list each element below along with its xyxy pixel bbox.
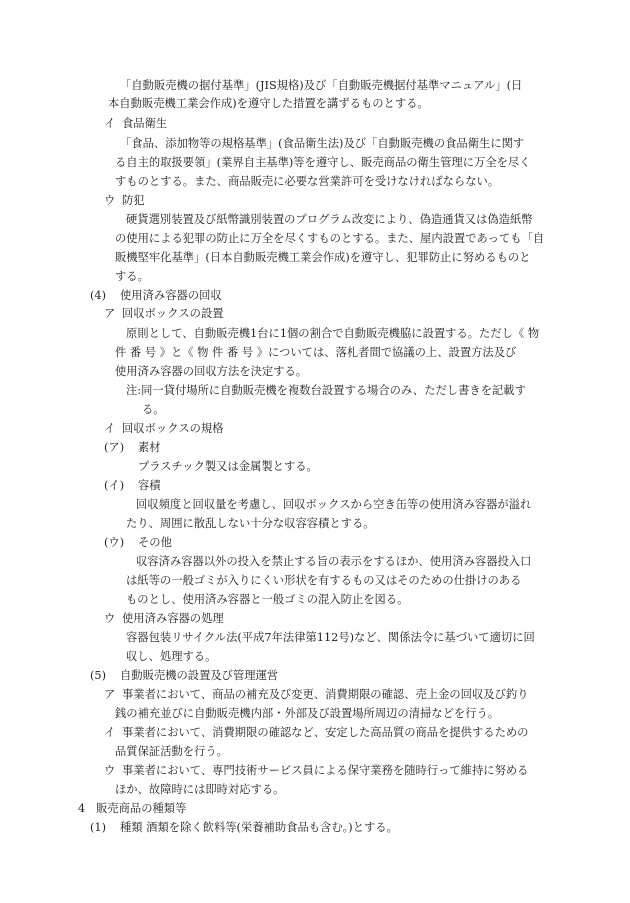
subitem-marker: (ウ) (104, 536, 125, 549)
text-line: たり、周囲に散乱しない十分な収容容積とする。 (126, 517, 375, 530)
item-heading: 使用済み容器の処理 (122, 612, 224, 625)
note-line: 注:同一貸付場所に自動販売機を複数台設置する場合のみ、ただし書きを記載す (126, 384, 526, 397)
text-line: 本自動販売機工業会作成)を遵守した措置を講ずるものとする。 (108, 97, 429, 110)
chapter-heading: 販売商品の種類等 (96, 802, 187, 815)
text-line: 銭の補充並びに自動販売機内部・外部及び設置場所周辺の清掃などを行う。 (115, 707, 500, 720)
item-marker: ウ (104, 612, 116, 625)
item-marker: ウ (104, 194, 116, 207)
subitem-marker: (ア) (104, 441, 125, 454)
section-marker: (4) (90, 289, 107, 302)
item-heading: 防犯 (122, 194, 145, 207)
text-line: 件 番 号 》と《 物 件 番 号 》については、落札者間で協議の上、設置方法及び (115, 346, 517, 359)
subitem-heading: その他 (138, 536, 172, 549)
note-line: る。 (142, 403, 165, 416)
item-heading: 食品衛生 (122, 117, 168, 130)
text-line: する。 (115, 270, 149, 283)
item-heading: 回収ボックスの設置 (122, 307, 224, 320)
text-line: は紙等の一般ゴミが入りにくい形状を有するもの又はそのための仕掛けのある (126, 574, 522, 587)
text-line: る自主的取扱要領」(業界自主基準)等を遵守し、販売商品の衛生管理に万全を尽く (115, 156, 531, 169)
text-line: 収し、処理する。 (126, 650, 217, 663)
text-line: 「食品、添加物等の規格基準」(食品衛生法)及び「自動販売機の食品衛生に関す (120, 137, 525, 150)
text-line: 事業者において、消費期限の確認など、安定した高品質の商品を提供するための (122, 726, 529, 739)
subitem-heading: 素材 (138, 441, 161, 454)
text-line: 容器包装リサイクル法(平成7年法律第112号)など、関係法令に基づいて適切に回 (126, 631, 535, 644)
item-marker: イ (104, 422, 116, 435)
text-line: プラスチック製又は金属製とする。 (138, 460, 318, 473)
text-line: 種類 酒類を除く飲料等(栄養補助食品も含む。)とする。 (120, 821, 398, 834)
text-line: 収容済み容器以外の投入を禁止する旨の表示をするほか、使用済み容器投入口 (136, 555, 532, 568)
section-marker: (5) (90, 669, 107, 682)
item-marker: ア (104, 688, 116, 701)
text-line: 原則として、自動販売機1台に1個の割合で自動販売機脇に設置する。ただし《 物 (126, 327, 540, 340)
text-line: 事業者において、専門技術サービス員による保守業務を随時行って維持に努める (122, 764, 529, 777)
subitem-heading: 容積 (138, 479, 161, 492)
text-line: すものとする。また、商品販売に必要な営業許可を受けなければならない。 (115, 175, 500, 188)
text-line: 回収頻度と回収量を考慮し、回収ボックスから空き缶等の使用済み容器が溢れ (136, 498, 532, 511)
text-line: 販機堅牢化基準」(日本自動販売機工業会作成)を遵守し、犯罪防止に努めるものと (115, 251, 531, 264)
text-line: 品質保証活動を行う。 (115, 745, 228, 758)
section-heading: 使用済み容器の回収 (120, 289, 222, 302)
text-line: の使用による犯罪の防止に万全を尽くすものとする。また、屋内設置であっても「自 (115, 232, 545, 245)
text-line: 「自動販売機の据付基準」(JIS規格)及び「自動販売機据付基準マニュアル」(日 (120, 79, 523, 92)
item-marker: イ (104, 117, 116, 130)
section-heading: 自動販売機の設置及び管理運営 (120, 669, 279, 682)
item-heading: 回収ボックスの規格 (122, 422, 224, 435)
text-line: 事業者において、商品の補充及び変更、消費期限の確認、売上金の回収及び釣り (122, 688, 529, 701)
subitem-marker: (イ) (104, 479, 125, 492)
text-line: ものとし、使用済み容器と一般ゴミの混入防止を図る。 (126, 593, 409, 606)
text-line: 使用済み容器の回収方法を決定する。 (115, 365, 308, 378)
text-line: 硬貨選別装置及び紙幣識別装置のプログラム改変により、偽造通貨又は偽造紙幣 (126, 213, 533, 226)
item-marker: ウ (104, 764, 116, 777)
section-marker: (1) (90, 821, 107, 834)
chapter-marker: 4 (78, 802, 86, 815)
text-line: ほか、故障時には即時対応する。 (115, 783, 285, 796)
item-marker: イ (104, 726, 116, 739)
item-marker: ア (104, 307, 116, 320)
